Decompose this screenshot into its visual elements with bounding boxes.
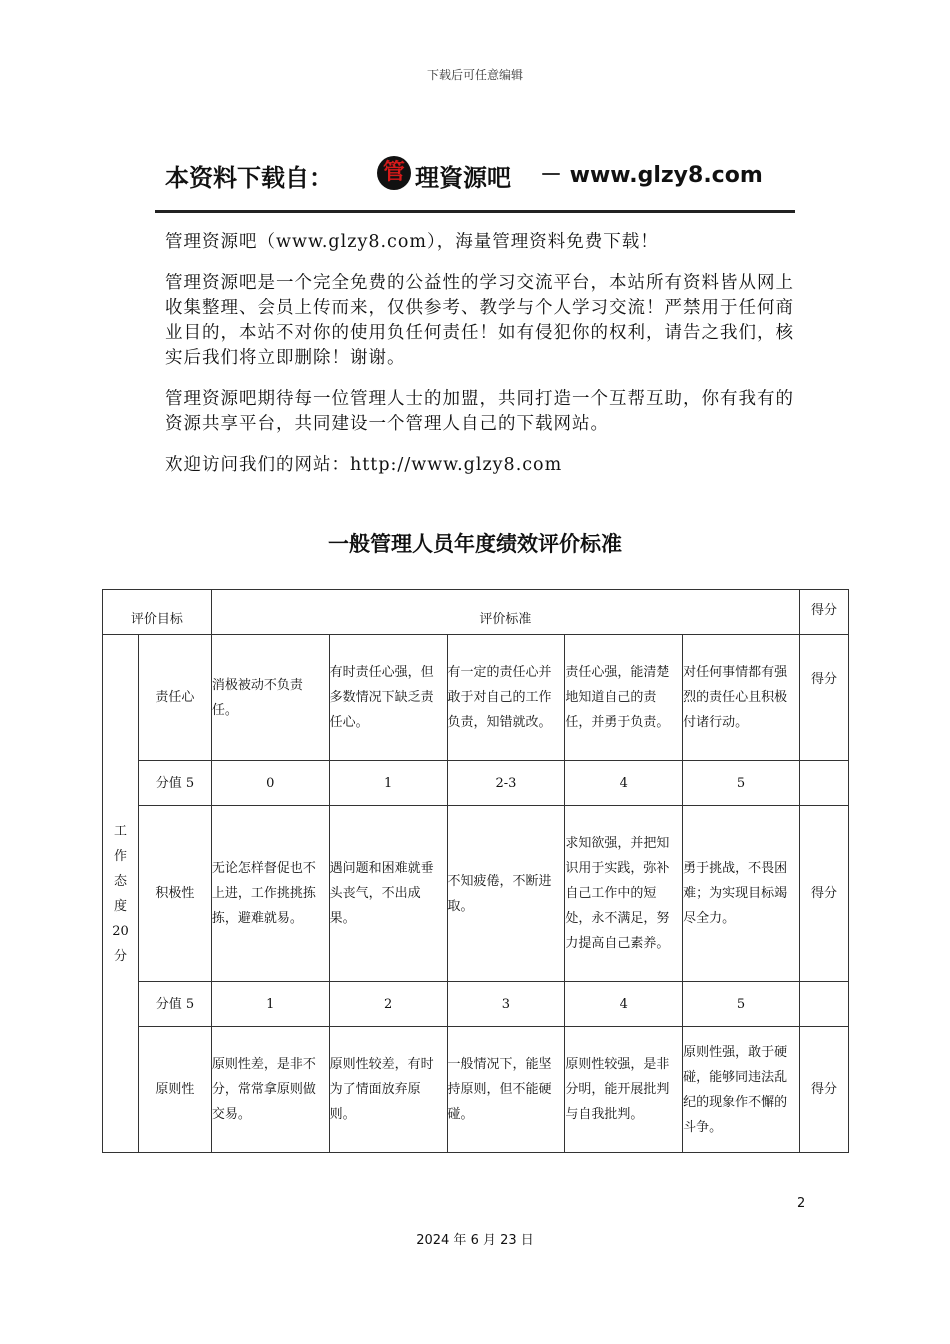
banner-text (165, 230, 795, 494)
level-text: 原则性强，敢于硬碰，能够同违法乱纪的现象作不懈的斗争。 (683, 1027, 800, 1153)
points-value: 1 (211, 982, 329, 1027)
table-row (103, 1027, 849, 1153)
score-cell (799, 982, 848, 1027)
banner-title (155, 150, 795, 200)
footer-date: 2024 年 6 月 23 日 (416, 1233, 534, 1248)
points-value: 3 (447, 982, 565, 1027)
score-cell (799, 761, 848, 806)
points-value: 2-3 (447, 761, 565, 806)
level-text: 对任何事情都有强烈的责任心且积极付诸行动。 (683, 635, 800, 761)
level-text: 一般情况下，能坚持原则，但不能硬碰。 (447, 1027, 565, 1153)
points-value: 0 (211, 761, 329, 806)
header-target: 评价目标 (103, 590, 212, 635)
level-text: 有时责任心强，但多数情况下缺乏责任心。 (329, 635, 447, 761)
level-text: 有一定的责任心并敢于对自己的工作负责，知错就改。 (447, 635, 565, 761)
banner-para2: 管理资源吧是一个完全免费的公益性的学习交流平台，本站所有资料皆从网上收集整理、会员上传而来，仅供参考、教学与个人学习交流！严禁用于任何商业目的，本站不对你的使用负任何责任！如有侵犯你的权利，请告之我们，核实后我们将立即删除！谢谢。 (165, 273, 794, 368)
points-value: 5 (683, 982, 800, 1027)
level-text: 原则性差，是非不分，常常拿原则做交易。 (211, 1027, 329, 1153)
site-url: － www.glzy8.com (540, 163, 763, 188)
level-text: 无论怎样督促也不上进，工作挑挑拣拣，避难就易。 (211, 806, 329, 982)
level-text: 遇问题和困难就垂头丧气，不出成果。 (329, 806, 447, 982)
points-value: 4 (565, 982, 683, 1027)
banner-divider (155, 210, 795, 213)
evaluation-table (102, 589, 849, 1153)
site-name: 理資源吧 (415, 164, 511, 192)
score-cell: 得分 (799, 635, 848, 761)
header-note: 下载后可任意编辑 (426, 68, 523, 82)
banner-line1: 管理资源吧（www.glzy8.com），海量管理资料免费下载！ (165, 232, 659, 252)
level-text: 勇于挑战，不畏困难；为实现目标竭尽全力。 (683, 806, 800, 982)
level-text: 不知疲倦，不断进取。 (447, 806, 565, 982)
level-text: 求知欲强，并把知识用于实践，弥补自己工作中的短处，永不满足，努力提高自己素养。 (565, 806, 683, 982)
criterion-name: 责任心 (138, 635, 211, 761)
banner-para4: 欢迎访问我们的网站：http://www.glzy8.com (165, 455, 563, 475)
banner-title-prefix: 本资料下载自： (165, 164, 333, 192)
document-title: 一般管理人员年度绩效评价标准 (328, 532, 622, 556)
criterion-name: 原则性 (138, 1027, 211, 1153)
page-number: 2 (797, 1196, 806, 1211)
points-label: 分值 5 (138, 982, 211, 1027)
category-cell: 工 作 态 度 20 分 (103, 635, 139, 1153)
download-banner (155, 150, 795, 475)
points-value: 1 (329, 761, 447, 806)
table-row (103, 982, 849, 1027)
site-logo-icon: 管 (377, 156, 411, 190)
level-text: 消极被动不负责任。 (211, 635, 329, 761)
header-criteria: 评价标准 (211, 590, 799, 635)
points-value: 2 (329, 982, 447, 1027)
points-value: 5 (683, 761, 800, 806)
table-row (103, 635, 849, 761)
level-text: 责任心强，能清楚地知道自己的责任，并勇于负责。 (565, 635, 683, 761)
points-value: 4 (565, 761, 683, 806)
level-text: 原则性较强，是非分明，能开展批判与自我批判。 (565, 1027, 683, 1153)
table-row (103, 761, 849, 806)
table-row (103, 806, 849, 982)
header-score: 得分 (799, 590, 848, 635)
points-label: 分值 5 (138, 761, 211, 806)
banner-para3: 管理资源吧期待每一位管理人士的加盟，共同打造一个互帮互助，你有我有的资源共享平台，共同建设一个管理人自己的下载网站。 (165, 389, 794, 434)
level-text: 原则性较差，有时为了情面放弃原则。 (329, 1027, 447, 1153)
score-cell: 得分 (799, 806, 848, 982)
score-cell: 得分 (799, 1027, 848, 1153)
criterion-name: 积极性 (138, 806, 211, 982)
table-header-row (103, 590, 849, 635)
